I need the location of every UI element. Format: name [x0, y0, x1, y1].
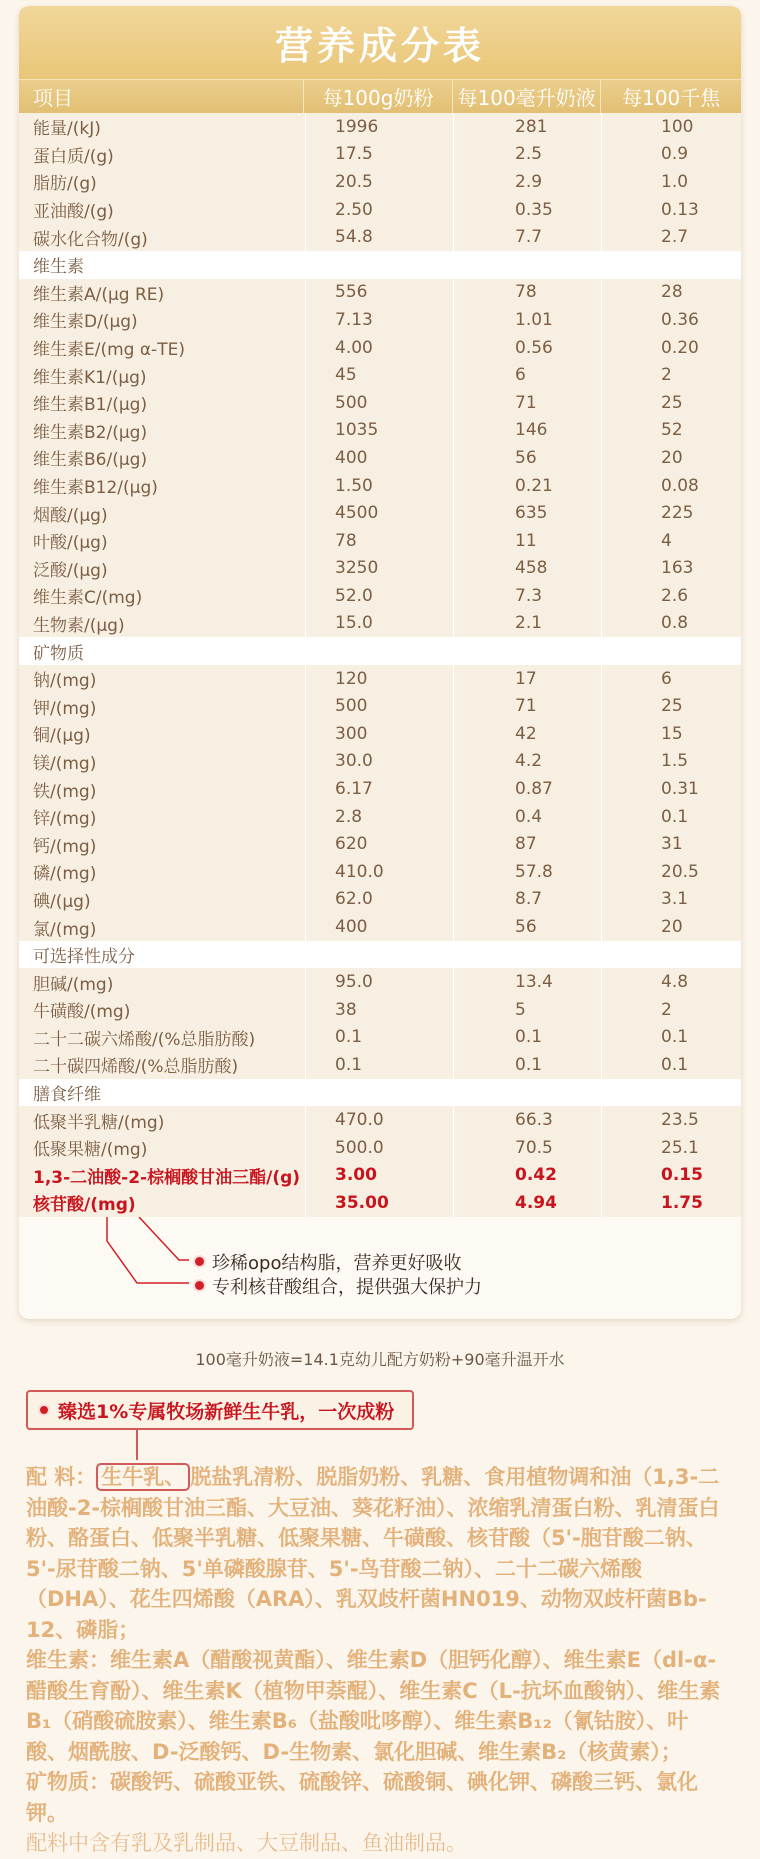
value-per-100kj: 1.5 [661, 751, 689, 772]
value-per-100g: 400 [335, 917, 368, 938]
table-row [19, 1024, 741, 1052]
value-per-100ml: 56 [515, 447, 537, 468]
header-item: 项目 [19, 80, 304, 113]
callout-opo-text: 珍稀opo结构脂，营养更好吸收 [212, 1252, 462, 1274]
value-per-100g: 6.17 [335, 779, 373, 800]
value-per-100kj: 4.8 [661, 972, 689, 993]
ingredients-main [26, 1462, 726, 1645]
table-row [19, 720, 741, 748]
table-row [19, 1051, 741, 1079]
value-per-100kj: 20.5 [661, 861, 699, 882]
value-per-100kj: 3.1 [661, 889, 689, 910]
value-per-100ml: 57.8 [515, 861, 553, 882]
table-header [19, 79, 741, 113]
value-per-100ml [453, 941, 601, 969]
value-per-100ml: 2.5 [515, 144, 543, 165]
value-per-100ml: 2.9 [515, 171, 543, 192]
nutrient-name: 维生素B12/(μg) [33, 478, 158, 499]
value-per-100g: 620 [335, 834, 368, 855]
value-per-100g: 1035 [335, 420, 379, 441]
badge-connector-line [136, 1430, 138, 1460]
value-per-100g: 35.00 [335, 1192, 389, 1213]
value-per-100g: 17.5 [335, 144, 373, 165]
value-per-100kj: 20 [661, 447, 683, 468]
value-per-100ml: 7.7 [515, 227, 543, 248]
value-per-100g: 62.0 [335, 889, 373, 910]
value-per-100g: 500.0 [335, 1137, 384, 1158]
table-row [19, 223, 741, 251]
table-row [19, 1162, 741, 1190]
table-row [19, 555, 741, 583]
value-per-100kj: 163 [661, 558, 694, 579]
value-per-100ml: 281 [515, 116, 548, 137]
nutrient-name: 碳水化合物/(g) [33, 229, 148, 250]
header-per-100kj: 每100千焦 [622, 86, 721, 110]
value-per-100ml: 71 [515, 392, 537, 413]
ingredients-vitamins: 维生素：维生素A（醋酸视黄酯）、维生素D（胆钙化醇）、维生素E（dl-α-醋酸生育酚）、维生素K（植物甲萘醌）、维生素C（L-抗坏血酸钠）、维生素B₁（硝酸硫胺素）、维生素B₆（盐酸吡哆醇）、维生素B₁₂（氰钴胺）、叶酸、烟酰胺、D-泛酸钙、D-生物素、氯化胆碱、维生素B₂（核黄素）； [26, 1648, 721, 1764]
value-per-100kj: 25.1 [661, 1137, 699, 1158]
nutrient-name: 牛磺酸/(mg) [33, 1002, 131, 1023]
nutrient-name: 能量/(kJ) [33, 119, 101, 140]
nutrient-name: 维生素A/(μg RE) [33, 284, 165, 305]
value-per-100g: 3.00 [335, 1165, 377, 1186]
value-per-100kj: 0.08 [661, 475, 699, 496]
value-per-100kj: 0.20 [661, 337, 699, 358]
value-per-100g: 4.00 [335, 337, 373, 358]
table-row [19, 499, 741, 527]
value-per-100kj: 25 [661, 392, 683, 413]
table-row [19, 830, 741, 858]
table-section-row [19, 251, 741, 279]
preparation-note: 100毫升奶液=14.1克幼儿配方奶粉+90毫升温开水 [195, 1350, 565, 1369]
nutrient-name: 碘/(μg) [33, 891, 91, 912]
value-per-100g: 410.0 [335, 861, 384, 882]
callouts [19, 1217, 741, 1319]
value-per-100kj: 2.6 [661, 585, 689, 606]
value-per-100ml [453, 251, 601, 279]
nutrient-name: 氯/(mg) [33, 919, 97, 940]
value-per-100ml: 17 [515, 668, 537, 689]
table-row [19, 361, 741, 389]
callout-nucleotide-text: 专利核苷酸组合，提供强大保护力 [212, 1276, 482, 1298]
nutrient-name: 烟酸/(μg) [33, 505, 108, 526]
value-per-100g: 52.0 [335, 585, 373, 606]
value-per-100ml [453, 637, 601, 665]
value-per-100ml: 13.4 [515, 972, 553, 993]
table-row [19, 803, 741, 831]
value-per-100g: 500 [335, 696, 368, 717]
value-per-100ml: 8.7 [515, 889, 543, 910]
value-per-100kj: 0.8 [661, 613, 689, 634]
table-row [19, 886, 741, 914]
value-per-100g: 3250 [335, 558, 379, 579]
ingredients-minerals: 矿物质：碳酸钙、硫酸亚铁、硫酸锌、硫酸铜、碘化钾、磷酸三钙、氯化钾。 [26, 1770, 698, 1825]
nutrient-name: 生物素/(μg) [33, 615, 125, 636]
value-per-100ml: 0.56 [515, 337, 553, 358]
value-per-100kj: 25 [661, 696, 683, 717]
nutrient-name: 矿物质 [33, 643, 84, 664]
nutrient-name: 钾/(mg) [33, 698, 97, 719]
value-per-100kj: 52 [661, 420, 683, 441]
value-per-100g: 2.50 [335, 199, 373, 220]
nutrient-name: 二十二碳六烯酸/(%总脂肪酸) [33, 1029, 256, 1050]
nutrient-name: 磷/(mg) [33, 864, 97, 885]
value-per-100g: 15.0 [335, 613, 373, 634]
value-per-100kj: 15 [661, 723, 683, 744]
nutrient-name: 可选择性成分 [33, 947, 135, 968]
value-per-100g [305, 637, 453, 665]
nutrient-name: 脂肪/(g) [33, 174, 97, 195]
value-per-100ml: 4.2 [515, 751, 543, 772]
nutrient-name: 1,3-二油酸-2-棕榈酸甘油三酯/(g) [33, 1167, 301, 1188]
table-row [19, 1189, 741, 1217]
value-per-100g: 0.1 [335, 1054, 363, 1075]
ingredients-allergen: 配料中含有乳及乳制品、大豆制品、鱼油制品。 [26, 1831, 467, 1855]
value-per-100ml: 146 [515, 420, 548, 441]
nutrient-name: 维生素C/(mg) [33, 588, 143, 609]
value-per-100kj: 2 [661, 999, 672, 1020]
value-per-100g: 1.50 [335, 475, 373, 496]
value-per-100g: 54.8 [335, 227, 373, 248]
value-per-100g: 120 [335, 668, 368, 689]
value-per-100ml: 458 [515, 558, 548, 579]
nutrient-name: 胆碱/(mg) [33, 974, 114, 995]
table-row [19, 527, 741, 555]
value-per-100ml: 66.3 [515, 1110, 553, 1131]
value-per-100kj: 225 [661, 503, 694, 524]
nutrition-card [19, 6, 741, 1319]
table-section-row [19, 1079, 741, 1107]
value-per-100g: 1996 [335, 116, 379, 137]
value-per-100g [305, 1079, 453, 1107]
table-row [19, 775, 741, 803]
milk-source-badge [26, 1390, 414, 1430]
table-row [19, 582, 741, 610]
value-per-100kj: 100 [661, 116, 694, 137]
table-row [19, 306, 741, 334]
value-per-100kj: 6 [661, 668, 672, 689]
value-per-100ml: 0.35 [515, 199, 553, 220]
table-section-row [19, 941, 741, 969]
value-per-100ml: 2.1 [515, 613, 543, 634]
ingredient-raw-milk: 生牛乳、 [96, 1463, 190, 1491]
nutrient-name: 铜/(μg) [33, 726, 91, 747]
nutrient-name: 维生素E/(mg α-TE) [33, 340, 185, 361]
value-per-100ml: 6 [515, 365, 526, 386]
value-per-100ml: 0.87 [515, 779, 553, 800]
table-section-row [19, 637, 741, 665]
table-row [19, 610, 741, 638]
value-per-100ml: 0.21 [515, 475, 553, 496]
value-per-100kj: 0.36 [661, 309, 699, 330]
nutrient-name: 镁/(mg) [33, 753, 97, 774]
value-per-100kj: 0.15 [661, 1165, 703, 1186]
value-per-100kj [601, 941, 741, 969]
header-per-100g: 每100g奶粉 [304, 80, 453, 113]
value-per-100ml: 71 [515, 696, 537, 717]
table-row [19, 665, 741, 693]
table-row [19, 141, 741, 169]
value-per-100ml: 78 [515, 282, 537, 303]
value-per-100ml: 87 [515, 834, 537, 855]
value-per-100kj: 31 [661, 834, 683, 855]
nutrient-name: 维生素B6/(μg) [33, 450, 148, 471]
value-per-100ml: 5 [515, 999, 526, 1020]
value-per-100g: 4500 [335, 503, 379, 524]
nutrient-name: 叶酸/(μg) [33, 533, 108, 554]
value-per-100kj [601, 637, 741, 665]
value-per-100g: 7.13 [335, 309, 373, 330]
callout-opo [195, 1249, 461, 1275]
bullet-dot-icon [40, 1406, 48, 1414]
nutrient-name: 维生素B2/(μg) [33, 422, 148, 443]
nutrient-name: 钙/(mg) [33, 836, 97, 857]
header-per-100ml: 每100毫升奶液 [453, 80, 602, 113]
value-per-100g: 30.0 [335, 751, 373, 772]
ingredients-label: 配 料： [26, 1465, 97, 1489]
nutrient-name: 低聚果糖/(mg) [33, 1140, 148, 1161]
table-row [19, 113, 741, 141]
nutrient-name: 核苷酸/(mg) [33, 1195, 136, 1216]
value-per-100g: 400 [335, 447, 368, 468]
value-per-100g [305, 941, 453, 969]
nutrient-name: 低聚半乳糖/(mg) [33, 1112, 165, 1133]
milk-source-text: 臻选1%专属牧场新鲜生牛乳，一次成粉 [58, 1400, 395, 1423]
value-per-100ml: 7.3 [515, 585, 543, 606]
table-row [19, 913, 741, 941]
table-row [19, 472, 741, 500]
value-per-100ml [453, 1079, 601, 1107]
value-per-100kj: 23.5 [661, 1110, 699, 1131]
value-per-100ml: 635 [515, 503, 548, 524]
value-per-100ml: 70.5 [515, 1137, 553, 1158]
nutrient-name: 维生素 [33, 257, 84, 278]
table-row [19, 196, 741, 224]
value-per-100kj: 0.1 [661, 1027, 689, 1048]
value-per-100kj: 0.31 [661, 779, 699, 800]
table-row [19, 1134, 741, 1162]
table-row [19, 444, 741, 472]
table-row [19, 996, 741, 1024]
table-row [19, 334, 741, 362]
value-per-100kj: 2.7 [661, 227, 689, 248]
value-per-100ml: 0.4 [515, 806, 543, 827]
value-per-100kj: 1.75 [661, 1192, 703, 1213]
nutrient-name: 泛酸/(μg) [33, 560, 108, 581]
value-per-100g: 38 [335, 999, 357, 1020]
table-row [19, 858, 741, 886]
value-per-100ml: 0.1 [515, 1054, 543, 1075]
value-per-100g: 300 [335, 723, 368, 744]
value-per-100kj [601, 1079, 741, 1107]
table-row [19, 168, 741, 196]
value-per-100kj: 4 [661, 530, 672, 551]
value-per-100kj: 0.9 [661, 144, 689, 165]
ingredients-text: 脱盐乳清粉、脱脂奶粉、乳糖、食用植物调和油（1,3-二油酸-2-棕榈酸甘油三酯、大豆油、葵花籽油）、浓缩乳清蛋白粉、乳清蛋白粉、酪蛋白、低聚半乳糖、低聚果糖、牛磺酸、核苷酸（5'-胞苷酸二钠、5'-尿苷酸二钠、5'单磷酸腺苷、5'-鸟苷酸二钠）、二十二碳六烯酸（DHA）、花生四烯酸（ARA）、乳双歧杆菌HN019、动物双歧杆菌Bb-12、磷脂； [26, 1465, 720, 1642]
bullet-dot-icon [195, 1281, 204, 1290]
nutrient-name: 钠/(mg) [33, 671, 97, 692]
value-per-100g: 2.8 [335, 806, 363, 827]
value-per-100kj: 28 [661, 282, 683, 303]
value-per-100g: 0.1 [335, 1027, 363, 1048]
table-row [19, 279, 741, 307]
value-per-100g: 556 [335, 282, 368, 303]
nutrient-name: 蛋白质/(g) [33, 146, 114, 167]
value-per-100kj: 2 [661, 365, 672, 386]
value-per-100ml: 42 [515, 723, 537, 744]
nutrient-name: 维生素B1/(μg) [33, 395, 148, 416]
value-per-100ml: 56 [515, 917, 537, 938]
table-row [19, 692, 741, 720]
table-row [19, 1106, 741, 1134]
value-per-100kj: 0.13 [661, 199, 699, 220]
nutrient-name: 铁/(mg) [33, 781, 97, 802]
table-row [19, 389, 741, 417]
value-per-100g: 500 [335, 392, 368, 413]
value-per-100kj [601, 251, 741, 279]
nutrient-name: 维生素D/(μg) [33, 312, 138, 333]
value-per-100g: 20.5 [335, 171, 373, 192]
value-per-100g: 470.0 [335, 1110, 384, 1131]
table-row [19, 417, 741, 445]
value-per-100ml: 4.94 [515, 1192, 557, 1213]
nutrient-name: 亚油酸/(g) [33, 202, 114, 223]
bullet-dot-icon [195, 1257, 204, 1266]
callout-nucleotide [195, 1273, 482, 1299]
value-per-100ml: 0.1 [515, 1027, 543, 1048]
value-per-100ml: 1.01 [515, 309, 553, 330]
value-per-100g: 45 [335, 365, 357, 386]
value-per-100kj: 0.1 [661, 1054, 689, 1075]
ingredients-block [26, 1462, 726, 1859]
table-row [19, 968, 741, 996]
table-title: 营养成分表 [19, 6, 741, 79]
table-body [19, 113, 741, 1217]
value-per-100kj: 20 [661, 917, 683, 938]
value-per-100ml: 0.42 [515, 1165, 557, 1186]
value-per-100g: 78 [335, 530, 357, 551]
value-per-100kj: 1.0 [661, 171, 689, 192]
table-row [19, 748, 741, 776]
value-per-100kj: 0.1 [661, 806, 689, 827]
nutrient-name: 维生素K1/(μg) [33, 367, 147, 388]
value-per-100ml: 11 [515, 530, 537, 551]
value-per-100g: 95.0 [335, 972, 373, 993]
nutrient-name: 锌/(mg) [33, 809, 97, 830]
nutrient-name: 膳食纤维 [33, 1085, 101, 1106]
nutrient-name: 二十碳四烯酸/(%总脂肪酸) [33, 1057, 239, 1078]
value-per-100g [305, 251, 453, 279]
